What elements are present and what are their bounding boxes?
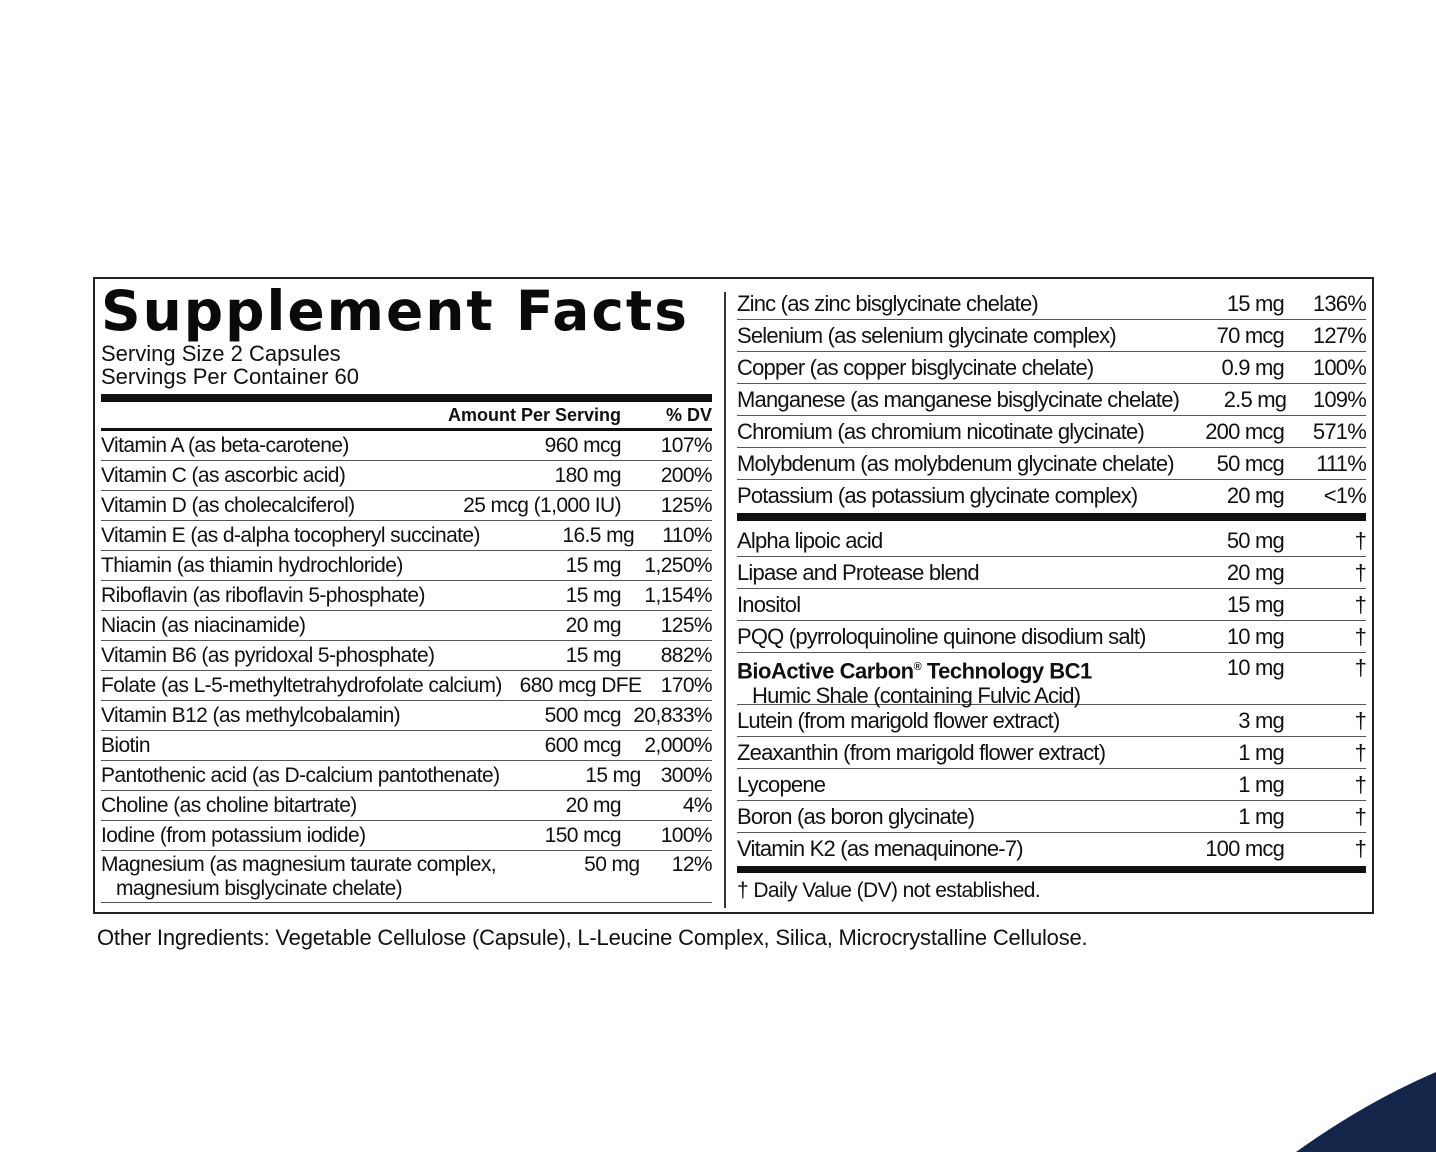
nutrient-dv: 127% (1312, 322, 1366, 348)
right-column (737, 288, 1366, 903)
nutrient-name: Vitamin C (as ascorbic acid) (101, 463, 346, 487)
nutrient-row (101, 761, 712, 791)
nutrient-amount: 20 mg (1226, 482, 1284, 508)
nutrient-name: Vitamin D (as cholecalciferol) (101, 493, 355, 517)
nutrient-dv: 1,154% (644, 583, 712, 607)
nutrient-row (737, 833, 1366, 864)
nutrient-row (101, 581, 712, 611)
nutrient-dv: 110% (662, 523, 712, 547)
thick-rule (101, 394, 712, 402)
nutrient-row (737, 525, 1366, 557)
nutrient-name: Zeaxanthin (from marigold flower extract) (737, 739, 1106, 765)
nutrient-amount: 15 mg (565, 643, 621, 667)
nutrient-row (101, 821, 712, 851)
nutrient-row (737, 288, 1366, 320)
column-header (101, 402, 712, 431)
nutrient-row (101, 611, 712, 641)
nutrient-amount: 16.5 mg (562, 523, 635, 547)
dv-header: % DV (665, 404, 712, 425)
nutrient-amount: 50 mg (1226, 527, 1284, 553)
nutrient-name: Vitamin A (as beta-carotene) (101, 433, 349, 457)
nutrient-name: Thiamin (as thiamin hydrochloride) (101, 553, 403, 577)
nutrient-name: Biotin (101, 733, 150, 757)
nutrient-row (101, 461, 712, 491)
nutrient-amount: 0.9 mg (1221, 354, 1284, 380)
nutrient-dv: † (1354, 835, 1366, 861)
nutrient-dv: 882% (660, 643, 712, 667)
nutrient-amount: 70 mcg (1216, 322, 1284, 348)
nutrient-name: Chromium (as chromium nicotinate glycinate) (737, 418, 1144, 444)
nutrient-row (101, 551, 712, 581)
nutrient-dv: 170% (660, 673, 712, 697)
nutrient-amount: 50 mg (584, 853, 640, 876)
nutrient-row (737, 384, 1366, 416)
nutrient-amount: 10 mg (1226, 655, 1284, 680)
nutrient-dv: 571% (1312, 418, 1366, 444)
nutrient-row (737, 737, 1366, 769)
nutrient-row (101, 641, 712, 671)
nutrient-row-magnesium (101, 851, 712, 903)
nutrient-dv: † (1354, 591, 1366, 617)
nutrient-name: Manganese (as manganese bisglycinate chelate) (737, 386, 1180, 412)
mineral-list (737, 288, 1366, 511)
nutrient-amount: 600 mcg (544, 733, 621, 757)
nutrient-amount: 180 mg (554, 463, 621, 487)
nutrient-dv: 300% (660, 763, 712, 787)
nutrient-name: Selenium (as selenium glycinate complex) (737, 322, 1116, 348)
nutrient-dv: 1,250% (644, 553, 712, 577)
nutrient-amount: 20 mg (565, 613, 621, 637)
amount-header: Amount Per Serving (447, 404, 621, 425)
nutrient-dv: † (1354, 739, 1366, 765)
nutrient-name: Lutein (from marigold flower extract) (737, 707, 1060, 733)
nutrient-name: Pantothenic acid (as D-calcium pantothenate) (101, 763, 500, 787)
nutrient-row (101, 701, 712, 731)
nutrient-row (737, 621, 1366, 653)
panel-title: Supplement Facts (101, 279, 689, 343)
nutrient-name: Alpha lipoic acid (737, 527, 883, 553)
nutrient-amount: 10 mg (1226, 623, 1284, 649)
corner-accent-shape (1256, 1072, 1436, 1152)
nutrient-amount: 1 mg (1238, 771, 1284, 797)
nutrient-name: Boron (as boron glycinate) (737, 803, 975, 829)
nutrient-name: Lycopene (737, 771, 826, 797)
thick-rule (737, 513, 1366, 521)
nutrient-name: PQQ (pyrroloquinoline quinone disodium salt) (737, 623, 1146, 649)
nutrient-row (737, 589, 1366, 621)
nutrient-row (101, 791, 712, 821)
nutrient-dv: 2,000% (644, 733, 712, 757)
nutrient-subname: Humic Shale (containing Fulvic Acid) (752, 683, 1081, 709)
nutrient-row (101, 731, 712, 761)
nutrient-dv: † (1354, 527, 1366, 553)
nutrient-row (737, 416, 1366, 448)
nutrient-amount: 200 mcg (1205, 418, 1284, 444)
nutrient-row (737, 557, 1366, 589)
nutrient-dv: 125% (660, 493, 712, 517)
nutrient-amount: 20 mg (565, 793, 621, 817)
nutrient-dv: † (1354, 623, 1366, 649)
nutrient-amount: 960 mcg (544, 433, 621, 457)
nutrient-row-bioactive-carbon (737, 653, 1366, 709)
nutrient-row (737, 448, 1366, 480)
nutrient-name: Iodine (from potassium iodide) (101, 823, 366, 847)
dv-footnote: † Daily Value (DV) not established. (737, 879, 1041, 902)
nutrient-dv: † (1354, 559, 1366, 585)
nutrient-amount: 150 mcg (544, 823, 621, 847)
nutrient-dv: † (1354, 771, 1366, 797)
nutrient-dv: † (1354, 707, 1366, 733)
nutrient-dv: 200% (660, 463, 712, 487)
nutrient-name: Vitamin B6 (as pyridoxal 5-phosphate) (101, 643, 435, 667)
nutrient-name: Vitamin K2 (as menaquinone-7) (737, 835, 1023, 861)
other-ingredients: Other Ingredients: Vegetable Cellulose (Capsule), L-Leucine Complex, Silica, Microcrystalline Cellulose. (97, 925, 1088, 950)
nutrient-name: Niacin (as niacinamide) (101, 613, 306, 637)
nutrient-dv: 20,833% (633, 703, 712, 727)
nutrient-dv: 107% (660, 433, 712, 457)
nutrient-row (737, 352, 1366, 384)
nutrient-name: Lipase and Protease blend (737, 559, 979, 585)
nutrient-amount: 15 mg (1226, 591, 1284, 617)
nutrient-amount: 15 mg (565, 583, 621, 607)
nutrient-amount: 1 mg (1238, 803, 1284, 829)
nutrient-dv: 4% (682, 793, 712, 817)
nutrient-dv: 100% (1312, 354, 1366, 380)
serving-size: Serving Size 2 Capsules (101, 341, 341, 366)
column-divider (724, 292, 726, 908)
other-ingredients-list-continued (737, 705, 1366, 864)
nutrient-amount: 500 mcg (544, 703, 621, 727)
nutrient-amount: 15 mg (585, 763, 641, 787)
servings-per-container: Servings Per Container 60 (101, 364, 360, 389)
nutrient-dv: <1% (1323, 482, 1366, 508)
nutrient-row (101, 671, 712, 701)
nutrient-row (101, 431, 712, 461)
nutrient-amount: 100 mcg (1205, 835, 1284, 861)
nutrient-amount: 2.5 mg (1223, 386, 1287, 412)
nutrient-amount: 1 mg (1238, 739, 1284, 765)
nutrient-dv: 12% (671, 853, 712, 876)
thick-rule (737, 866, 1366, 873)
nutrient-name: Copper (as copper bisglycinate chelate) (737, 354, 1094, 380)
nutrient-amount: 20 mg (1226, 559, 1284, 585)
nutrient-name: Choline (as choline bitartrate) (101, 793, 357, 817)
nutrient-dv: † (1354, 803, 1366, 829)
nutrient-amount: 680 mcg DFE (519, 673, 642, 697)
nutrient-name: BioActive Carbon® Technology BC1 (737, 658, 1092, 684)
left-column (101, 279, 712, 903)
nutrient-name: Folate (as L-5-methyltetrahydrofolate calcium) (101, 673, 502, 697)
nutrient-name-continued: magnesium bisglycinate chelate) (116, 877, 403, 900)
nutrient-amount: 3 mg (1238, 707, 1284, 733)
nutrient-row (737, 320, 1366, 352)
nutrient-dv: 100% (660, 823, 712, 847)
nutrient-name: Vitamin B12 (as methylcobalamin) (101, 703, 401, 727)
other-ingredients-list (737, 525, 1366, 653)
nutrient-name: Potassium (as potassium glycinate complex) (737, 482, 1138, 508)
nutrient-name: Inositol (737, 591, 801, 617)
nutrient-amount: 15 mg (1226, 290, 1284, 316)
nutrient-name: Vitamin E (as d-alpha tocopheryl succinate) (101, 523, 480, 547)
nutrient-amount: 50 mcg (1216, 450, 1284, 476)
nutrient-row (101, 521, 712, 551)
nutrient-row (737, 769, 1366, 801)
nutrient-dv: 125% (660, 613, 712, 637)
nutrient-dv: 111% (1316, 450, 1366, 476)
nutrient-amount: 25 mcg (1,000 IU) (463, 493, 621, 517)
nutrient-name: Zinc (as zinc bisglycinate chelate) (737, 290, 1038, 316)
nutrient-row (737, 705, 1366, 737)
nutrient-row (737, 801, 1366, 833)
registered-mark: ® (913, 661, 922, 673)
nutrient-amount: 15 mg (565, 553, 621, 577)
nutrient-name: Molybdenum (as molybdenum glycinate chelate) (737, 450, 1174, 476)
nutrient-name: Magnesium (as magnesium taurate complex, (101, 853, 497, 876)
nutrient-row (737, 480, 1366, 511)
nutrient-dv: † (1354, 655, 1366, 680)
nutrient-row (101, 491, 712, 521)
vitamin-list (101, 431, 712, 851)
serving-info (101, 342, 712, 388)
nutrient-dv: 109% (1312, 386, 1366, 412)
nutrient-dv: 136% (1312, 290, 1366, 316)
nutrient-name: Riboflavin (as riboflavin 5-phosphate) (101, 583, 425, 607)
